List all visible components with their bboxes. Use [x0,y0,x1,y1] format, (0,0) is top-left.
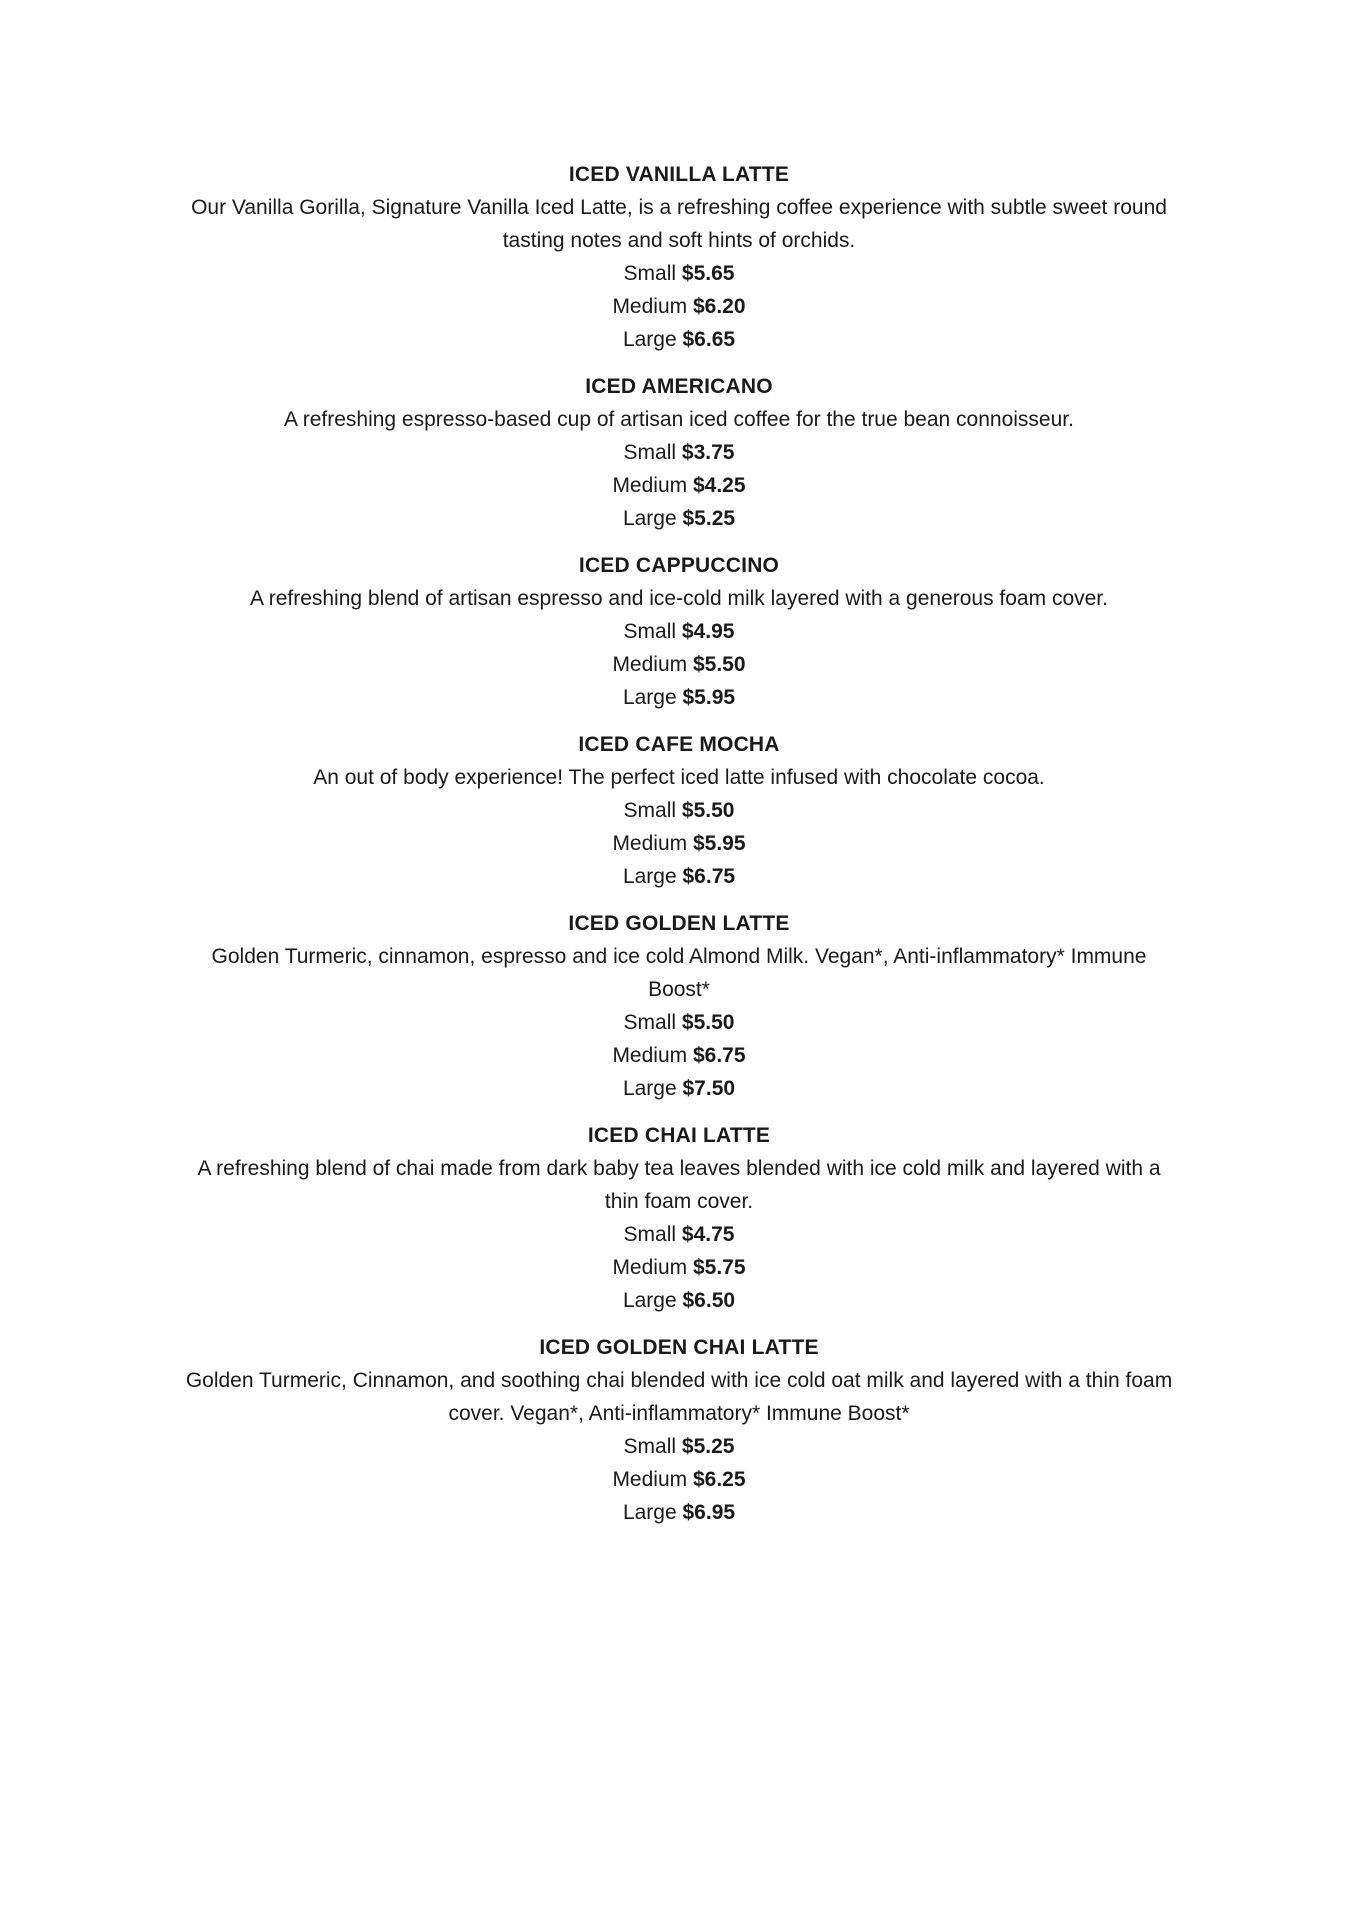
price-line [179,469,1179,502]
size-label: Large [622,1289,677,1312]
price-value: $5.25 [681,1435,735,1458]
price-value: $5.65 [681,262,735,285]
size-label: Small [623,620,677,643]
price-value: $5.95 [692,832,746,855]
item-name: ICED GOLDEN LATTE [568,912,790,935]
menu-item [179,370,1179,535]
price-value: $5.95 [682,686,736,709]
price-value: $5.50 [681,1011,735,1034]
menu-item [179,1331,1179,1529]
menu-item [179,158,1179,356]
price-value: $6.95 [682,1501,736,1524]
price-line [179,1496,1179,1529]
menu [179,158,1179,1529]
price-line [179,615,1179,648]
price-value: $4.75 [681,1223,735,1246]
size-label: Large [622,1501,677,1524]
size-label: Small [623,262,677,285]
price-value: $6.25 [692,1468,746,1491]
item-description: Golden Turmeric, cinnamon, espresso and ice cold Almond Milk. Vegan*, Anti-inflammatory* Immune Boost* [211,945,1147,1001]
item-name: ICED AMERICANO [585,375,773,398]
size-label: Large [622,328,677,351]
item-name: ICED CHAI LATTE [587,1124,771,1147]
price-value: $5.75 [692,1256,746,1279]
item-description: A refreshing blend of artisan espresso and ice-cold milk layered with a generous foam cover. [250,587,1108,610]
item-description: A refreshing blend of chai made from dark baby tea leaves blended with ice cold milk and layered with a thin foam cover. [197,1157,1161,1213]
price-line [179,257,1179,290]
price-line [179,323,1179,356]
price-value: $6.20 [692,295,746,318]
price-value: $3.75 [681,441,735,464]
price-line [179,1218,1179,1251]
price-line [179,1430,1179,1463]
price-value: $6.75 [682,865,736,888]
size-label: Large [622,507,677,530]
size-label: Medium [612,474,688,497]
item-name: ICED CAFE MOCHA [578,733,780,756]
price-line [179,648,1179,681]
price-line [179,290,1179,323]
menu-item [179,728,1179,893]
item-name: ICED CAPPUCCINO [578,554,780,577]
price-line [179,1072,1179,1105]
item-description: Golden Turmeric, Cinnamon, and soothing chai blended with ice cold oat milk and layered with a thin foam cover. Vegan*, Anti-inflammatory* Immune Boost* [185,1369,1173,1425]
price-value: $5.50 [692,653,746,676]
price-value: $6.50 [682,1289,736,1312]
size-label: Large [622,1077,677,1100]
item-description: An out of body experience! The perfect iced latte infused with chocolate cocoa. [313,766,1045,789]
size-label: Small [623,1011,677,1034]
item-description: A refreshing espresso-based cup of artisan iced coffee for the true bean connoisseur. [284,408,1074,431]
size-label: Medium [612,653,688,676]
price-line [179,681,1179,714]
price-line [179,1463,1179,1496]
size-label: Small [623,1435,677,1458]
price-value: $5.25 [682,507,736,530]
price-line [179,1039,1179,1072]
price-line [179,502,1179,535]
menu-item [179,1119,1179,1317]
size-label: Medium [612,1468,688,1491]
price-line [179,860,1179,893]
size-label: Small [623,1223,677,1246]
size-label: Small [623,799,677,822]
size-label: Medium [612,832,688,855]
price-line [179,1251,1179,1284]
item-description: Our Vanilla Gorilla, Signature Vanilla Iced Latte, is a refreshing coffee experience with subtle sweet round tasting notes and soft hints of orchids. [191,196,1167,252]
menu-item [179,907,1179,1105]
price-value: $6.65 [682,328,736,351]
price-line [179,1284,1179,1317]
size-label: Medium [612,1256,688,1279]
size-label: Large [622,686,677,709]
item-name: ICED VANILLA LATTE [568,163,790,186]
price-line [179,1006,1179,1039]
price-line [179,436,1179,469]
price-value: $7.50 [682,1077,736,1100]
price-value: $6.75 [692,1044,746,1067]
item-name: ICED GOLDEN CHAI LATTE [539,1336,819,1359]
price-line [179,827,1179,860]
price-value: $4.95 [681,620,735,643]
menu-item [179,549,1179,714]
price-value: $5.50 [681,799,735,822]
size-label: Large [622,865,677,888]
price-value: $4.25 [692,474,746,497]
size-label: Small [623,441,677,464]
price-line [179,794,1179,827]
size-label: Medium [612,1044,688,1067]
size-label: Medium [612,295,688,318]
